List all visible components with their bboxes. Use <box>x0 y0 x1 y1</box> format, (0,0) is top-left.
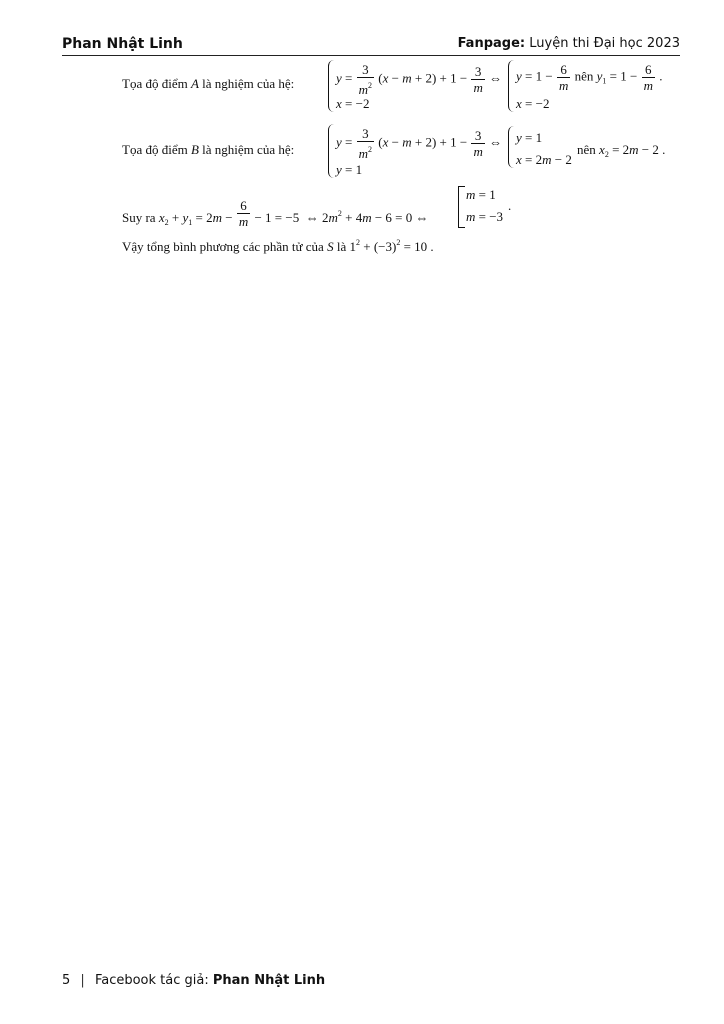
line-d-set: S <box>327 239 334 254</box>
system-b-eq1: y = $\frac{3}{m^2}$ (x − m + 2) + 1 − $\frac{3}{m}$ ⇔ <box>336 126 503 161</box>
line-b-text: là nghiệm của hệ: <box>202 142 295 157</box>
page-number: 5 <box>62 973 71 988</box>
line-point-b <box>122 142 294 158</box>
header-author: Phan Nhật Linh <box>62 36 183 52</box>
system-a-eq2: x = −2 <box>336 96 370 111</box>
line-suy-ra: Suy ra $x_2 + y_1 = 2m$ − $\frac{6}{m}$ − 1 = −5 ⇔ $2m^2 + 4m - 6 = 0$ ⇔ <box>122 198 429 229</box>
line-a-conj: nên <box>574 68 594 84</box>
line-d-conj: là <box>336 239 347 254</box>
solution-1: m = 1 <box>466 187 496 202</box>
solution-2: m = −3 <box>466 209 504 224</box>
header-fanpage <box>458 36 680 51</box>
line-point-a <box>122 76 294 92</box>
line-a-text: là nghiệm của hệ: <box>202 76 295 91</box>
fanpage-value: Luyện thi Đại học 2023 <box>529 36 680 51</box>
system-a2-eq1: y = 1 − $\frac{6}{m}$ nên $y_1 = 1$ − $\frac{6}{m}$ . <box>516 62 663 93</box>
footer <box>62 973 325 988</box>
line-b-conj: nên <box>577 142 596 157</box>
line-conclusion: Vậy tổng bình phương các phần tử của S là $1^2 + (-3)^2 = 10$ . <box>122 238 434 254</box>
system-b2-eq2: x = 2m − 2 <box>516 152 572 167</box>
solution-period: . <box>508 198 512 213</box>
line-b-result: nên $x_2 = 2m - 2$ . <box>577 142 666 159</box>
line-d-result: = 10 . <box>403 239 434 254</box>
header-rule <box>62 55 680 56</box>
footer-author: Phan Nhật Linh <box>212 973 326 988</box>
line-b-intro: Tọa độ điểm <box>122 142 188 157</box>
system-b-eq2: y = 1 <box>336 162 363 177</box>
system-a2-eq2: x = −2 <box>516 96 550 111</box>
system-a-eq1: y = $\frac{3}{m^2}$ (x − m + 2) + 1 − $\frac{3}{m}$ ⇔ <box>336 62 503 97</box>
line-b-point: B <box>190 142 199 157</box>
line-a-point: A <box>190 76 199 91</box>
solution-bracket <box>458 186 465 228</box>
footer-label: Facebook tác giả: <box>94 973 209 988</box>
fanpage-label: Fanpage: <box>457 36 526 51</box>
footer-separator: | <box>80 973 85 988</box>
line-a-intro: Tọa độ điểm <box>122 76 188 91</box>
line-d-text: Vậy tổng bình phương các phần tử của <box>122 239 324 254</box>
line-c-intro: Suy ra <box>122 210 156 225</box>
system-b2-eq1: y = 1 <box>516 130 543 145</box>
